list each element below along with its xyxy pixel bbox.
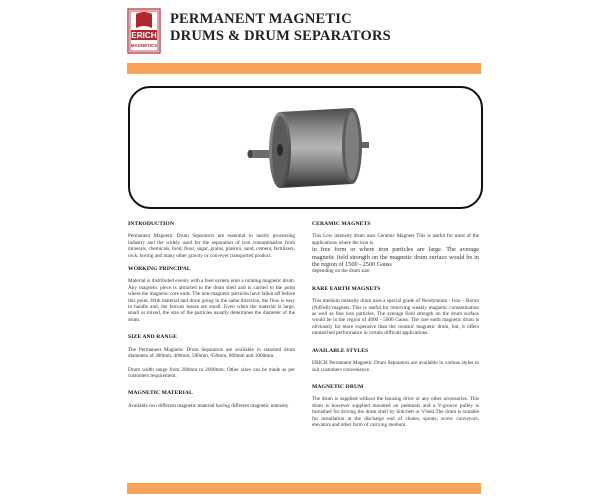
section-heading-size-and-range: SIZE AND RANGE bbox=[128, 334, 177, 341]
available-styles-text: ERICH Permanent Magnetic Drum Separators are available in various styles to suit customers convenience. bbox=[312, 360, 479, 373]
introduction-text: Permanent Magnetic Drum Separators are essential in nearly processing industry and the widely used for the separation of iron contamination from minerals, chemicals, food, flour, sugar, grains, plastics, sand, cement, fertilizers, rock, boring and many other gravity or conveyer transported product. bbox=[128, 233, 295, 259]
section-heading-magnetic-material: MAGNETIC MATERIAL bbox=[128, 390, 193, 397]
erich-logo-icon bbox=[127, 8, 161, 54]
section-heading-magnetic-drum: MAGNETIC DRUM bbox=[312, 383, 364, 390]
right-column bbox=[312, 221, 479, 435]
svg-text:ERICH: ERICH bbox=[131, 31, 157, 41]
section-heading-introduction: INTRODUCTION bbox=[128, 221, 174, 227]
top-accent-bar bbox=[127, 63, 481, 74]
rare-earth-text: This medium intensity drum uses a special grade of Neodymium - Iron – Boron (NdFeB) magnets. This is useful for removing weakly magnetic contamination as well as fine iron particles. The average field strength on the drum surface would be in the region of 4000 - 5000 Gauss. The rare earth magnetic drum is obviously far more expensive than the ceramic magnetic drum, but, it offers unmatched performance in certain difficult applications. bbox=[312, 298, 479, 337]
working-principal-text: Material is distributed evenly with a feed system onto a rotating magnetic drum. Any magnetic piece is attracted to the drum shell and is carried to the point where the magnetic core ends. The non-magnetic particles have fallen off before this point. With material and drum going in the same direction, the flow is easy to handle and, the ferrous losses are small. Even when the material is large, small or mixed, the size of the particles usually determines the diameter of the drum. bbox=[128, 278, 295, 323]
ceramic-text-tail: depending on the drum size. bbox=[312, 268, 371, 275]
document-title bbox=[170, 11, 470, 45]
magnetic-material-text: Available two different magnetic material having different magnetic intensity bbox=[128, 402, 289, 409]
title-line-2: DRUMS & DRUM SEPARATORS bbox=[170, 28, 391, 44]
ceramic-text-intro: This Low intensity drum uses Ceramic Magnets This is useful for most of the applications where the iron is bbox=[312, 233, 479, 246]
svg-text:MAGNETICS: MAGNETICS bbox=[130, 43, 158, 48]
magnetic-drum-text: The drum is supplied without the housing drive or any other accessories. This drum is however supplied mounted on pedestals and a V-groove pulley is furnished for driving the drum shell by link-belt or V-belt.The drum is suitable for installation at the discharge end of chutes, spouts, screw conveyors, elevators and other form of carrying medium. bbox=[312, 396, 479, 428]
title-line-1: PERMANENT MAGNETIC bbox=[170, 11, 352, 27]
section-heading-rare-earth-magnets: RARE EARTH MAGNETS bbox=[312, 285, 381, 292]
section-heading-ceramic-magnets: CERAMIC MAGNETS bbox=[312, 221, 371, 227]
section-heading-working-principal: WORKING PRINCIPAL bbox=[128, 266, 191, 273]
ceramic-text-main: in free form or where iron particles are large. The average magnetic field strength on the magnetic drum surface would be in the region of 1500 - 2500 Gauss bbox=[312, 246, 479, 269]
magnetic-drum-icon bbox=[130, 88, 481, 207]
product-photo-frame bbox=[128, 86, 483, 209]
erich-logo bbox=[127, 8, 161, 54]
section-heading-available-styles: AVAILABLE STYLES bbox=[312, 347, 369, 354]
bottom-accent-bar bbox=[127, 483, 481, 494]
left-column bbox=[128, 221, 295, 416]
size-range-text-2: Drum width range from 300mm to 2000mm. Other sizes can be made as per customers requirement. bbox=[128, 366, 295, 379]
size-range-text-1: The Permanent Magnetic Drum Separators are available in standard drum diameters of 300mm, 400mm, 500mm, 650mm, 800mm and 1000mm. bbox=[128, 346, 295, 360]
